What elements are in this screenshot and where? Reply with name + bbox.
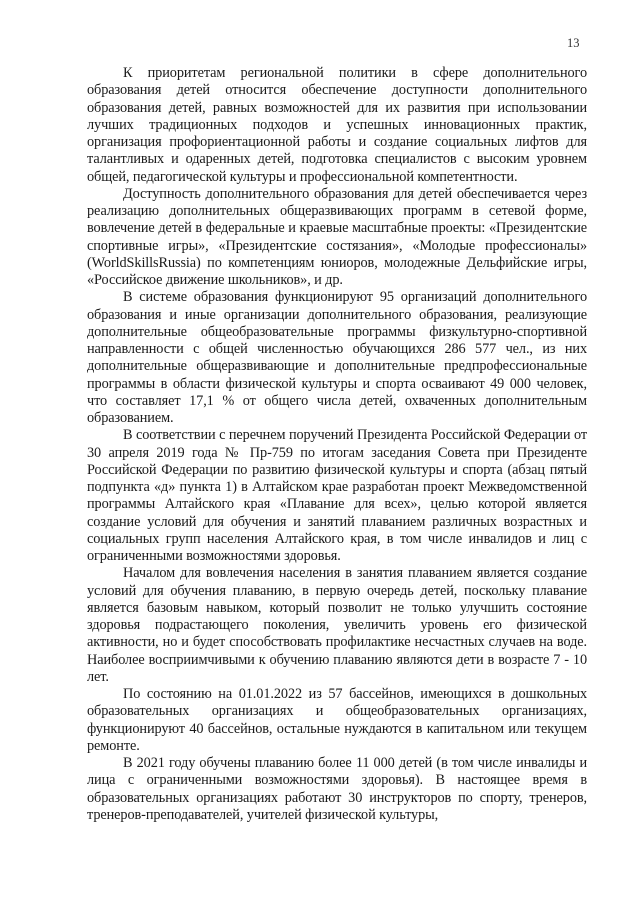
paragraph-5: Началом для вовлечения населения в занятия плаванием является создание условий для обучения плаванию, в первую очередь детей, поскольку плавание является базовым навыком, который позволит не только улучшить состояние здоровья подрастающего поколения, увеличить уровень его физической активности, но и будет способствовать профилактике несчастных случаев на воде. Наиболее восприимчивыми к обучению плаванию являются дети в возрасте 7 - 10 лет.	[87, 565, 587, 685]
page-number: 13	[567, 36, 580, 50]
paragraph-1: К приоритетам региональной политики в сфере дополнительного образования детей относится обеспечение доступности дополнительного образования детей, равных возможностей для их развития при использовании лучших традиционных подходов и успешных инновационных практик, организация профориентационной работы и создание социальных лифтов для талантливых и одаренных детей, подготовка специалистов с высоким уровнем общей, педагогической культуры и профессиональной компетентности.	[87, 65, 587, 185]
paragraph-4: В соответствии с перечнем поручений Президента Российской Федерации от 30 апреля 2019 года № Пр-759 по итогам заседания Совета при Президенте Российской Федерации по развитию физической культуры и спорта (абзац пятый подпункта «д» пункта 1) в Алтайском крае разработан проект Межведомственной программы Алтайского края «Плавание для всех», целью которой является создание условий для обучения и занятий плаванием различных возрастных и социальных групп населения Алтайского края, в том числе инвалидов и лиц с ограниченными возможностями здоровья.	[87, 427, 587, 564]
document-body	[87, 65, 587, 824]
paragraph-2: Доступность дополнительного образования для детей обеспечивается через реализацию дополнительных общеразвивающих программ в сетевой форме, вовлечение детей в федеральные и краевые масштабные проекты: «Президентские спортивные игры», «Президентские состязания», «Молодые профессионалы» (WorldSkillsRussia) по компетенциям юниоров, молодежные Дельфийские игры, «Российское движение школьников», и др.	[87, 185, 587, 288]
paragraph-3: В системе образования функционируют 95 организаций дополнительного образования и иные организации дополнительного образования, реализующие дополнительные общеобразовательные программы физкультурно-спортивной направленности с общей численностью обучающихся 286 577 чел., из них дополнительные общеразвивающие и дополнительные предпрофессиональные программы в области физической культуры и спорта осваивают 49 000 человек, что составляет 17,1 % от общего числа детей, охваченных дополнительным образованием.	[87, 289, 587, 426]
paragraph-6: По состоянию на 01.01.2022 из 57 бассейнов, имеющихся в дошкольных образовательных организациях и общеобразовательных организациях, функционируют 40 бассейнов, остальные нуждаются в капитальном или текущем ремонте.	[87, 686, 587, 754]
paragraph-7: В 2021 году обучены плаванию более 11 000 детей (в том числе инвалиды и лица с ограниченными возможностями здоровья). В настоящее время в образовательных организациях работают 30 инструкторов по спорту, тренеров, тренеров-преподавателей, учителей физической культуры,	[87, 755, 587, 823]
